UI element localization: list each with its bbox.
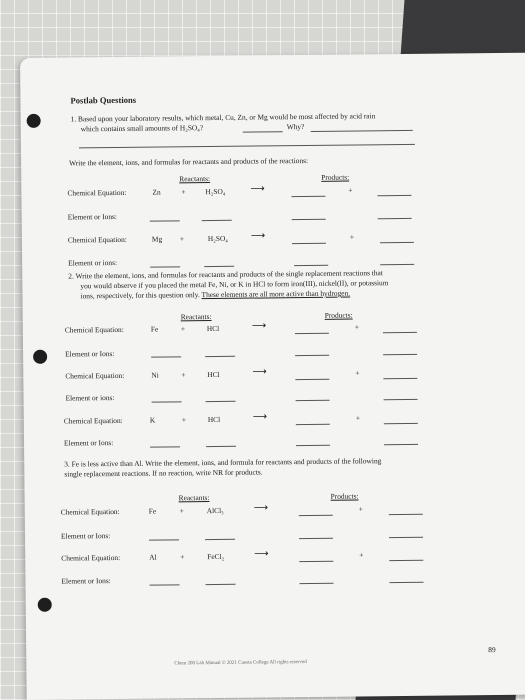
product-blank-fe3-1[interactable] — [299, 515, 333, 516]
product-blank-k-2[interactable] — [384, 423, 418, 424]
ion-blank-mg-4[interactable] — [380, 264, 414, 265]
ion-blank-fe3-4[interactable] — [389, 537, 423, 538]
ions-label-al: Element or Ions: — [61, 576, 111, 586]
reagent-fecl2: FeCl₂ — [207, 551, 225, 562]
reagent-alcl3: AlCl₃ — [206, 505, 224, 516]
q3-line2: single replacement reactions. If no reaction, write NR for products. — [64, 467, 263, 479]
binder-hole-top — [27, 114, 41, 128]
plus-prod-fe: + — [354, 322, 360, 332]
plus-al: + — [180, 552, 185, 562]
metal-fe-3: Fe — [148, 506, 157, 516]
product-blank-fe-1[interactable] — [295, 333, 329, 334]
q2-line2: you would observe if you placed the metal Fe, Ni, or K in HCl to form iron(III), nickel(II), or potassium — [80, 278, 389, 291]
metal-mg: Mg — [151, 234, 163, 244]
product-blank-fe-2[interactable] — [383, 332, 417, 333]
plus-prod-mg: + — [349, 232, 355, 242]
worksheet-page — [20, 53, 525, 700]
reactants-header-1: Reactants: — [179, 174, 211, 184]
plus-mg: + — [179, 234, 185, 244]
plus-prod-k: + — [355, 413, 361, 423]
product-blank-ni-1[interactable] — [295, 379, 329, 380]
ions-label-fe: Element or Ions: — [65, 349, 115, 359]
binder-hole-middle — [33, 350, 47, 364]
ion-blank-al-1[interactable] — [150, 584, 180, 585]
ion-blank-zn-2[interactable] — [202, 220, 232, 221]
ion-blank-mg-2[interactable] — [204, 266, 234, 267]
q1-why-blank[interactable] — [311, 130, 413, 132]
plus-prod-al: + — [359, 550, 364, 560]
plus-fe: + — [180, 324, 186, 334]
plus-k: + — [181, 415, 187, 425]
page-footer: Chem 200 Lab Manual © 2021 Cuesta College All rights reserved — [174, 660, 307, 667]
q1-why-blank-line2[interactable] — [79, 144, 415, 149]
eq-label-k: Chemical Equation: — [63, 415, 123, 426]
arrow-icon: ⟶ — [250, 230, 266, 242]
ions-label-k: Element or Ions: — [63, 438, 114, 448]
ion-blank-ni-1[interactable] — [152, 401, 182, 402]
ion-blank-fe-1[interactable] — [151, 356, 181, 357]
products-header-2: Products: — [324, 310, 353, 320]
q1-line1: 1. Based upon your laboratory results, which metal, Cu, Zn, or Mg would be most affected by acid rain — [70, 111, 376, 124]
ion-blank-zn-1[interactable] — [150, 220, 180, 221]
plus-prod-ni: + — [355, 368, 360, 378]
ion-blank-k-1[interactable] — [150, 446, 180, 447]
products-header-1: Products: — [321, 172, 350, 182]
ion-blank-mg-3[interactable] — [294, 265, 328, 266]
ions-label-mg: Element or ions: — [68, 257, 118, 268]
plus-zn: + — [181, 187, 186, 197]
arrow-icon: ⟶ — [250, 183, 265, 195]
ion-blank-fe-4[interactable] — [383, 354, 417, 355]
eq-label-zn: Chemical Equation: — [67, 187, 127, 198]
reagent-fe: HCl — [206, 323, 220, 334]
product-blank-zn-1[interactable] — [291, 196, 325, 197]
eq-label-ni: Chemical Equation: — [65, 370, 125, 381]
ion-blank-al-4[interactable] — [390, 582, 424, 583]
ions-label-zn: Element or Ions: — [67, 211, 117, 222]
ion-blank-ni-3[interactable] — [296, 400, 330, 401]
q1-why: Why? — [286, 122, 305, 132]
ion-blank-zn-4[interactable] — [378, 218, 412, 219]
metal-al: Al — [149, 552, 157, 562]
reagent-ni: HCl — [207, 369, 220, 380]
ion-blank-mg-1[interactable] — [150, 266, 180, 267]
ion-blank-al-3[interactable] — [300, 583, 334, 584]
products-header-3: Products: — [330, 491, 359, 501]
metal-fe: Fe — [150, 324, 159, 334]
q2-line1: 2. Write the element, ions, and formulas for reactants and products of the single replacement reactions that — [68, 268, 383, 281]
arrow-icon: ⟶ — [252, 366, 267, 378]
ion-blank-k-2[interactable] — [206, 446, 236, 447]
product-blank-k-1[interactable] — [296, 424, 330, 425]
arrow-icon: ⟶ — [251, 320, 267, 332]
reagent-zn: H₂SO₄ — [205, 186, 226, 197]
eq-label-fe-alcl3: Chemical Equation: — [60, 506, 120, 517]
ion-blank-fe-2[interactable] — [205, 356, 235, 357]
ion-blank-fe3-2[interactable] — [205, 539, 235, 540]
product-blank-al-2[interactable] — [389, 560, 423, 561]
arrow-icon: ⟶ — [254, 548, 269, 560]
product-blank-al-1[interactable] — [299, 561, 333, 562]
arrow-icon: ⟶ — [253, 502, 269, 514]
product-blank-fe3-2[interactable] — [389, 514, 423, 515]
reactants-header-3: Reactants: — [178, 493, 210, 503]
page-title: Postlab Questions — [70, 94, 137, 106]
ion-blank-ni-4[interactable] — [384, 399, 418, 400]
reactants-header-2: Reactants: — [180, 312, 212, 322]
eq-label-fe: Chemical Equation: — [64, 324, 124, 335]
product-blank-ni-2[interactable] — [383, 378, 417, 379]
product-blank-mg-1[interactable] — [292, 243, 326, 244]
arrow-icon: ⟶ — [252, 411, 268, 423]
intro-text: Write the element, ions, and formulas for reactants and products of the reactions: — [69, 155, 309, 168]
q1-answer-blank[interactable] — [243, 131, 283, 132]
binder-hole-bottom — [38, 598, 52, 612]
reagent-k: HCl — [207, 414, 221, 425]
reagent-mg: H₂SO₄ — [207, 233, 228, 244]
q2-line3-underlined: These elements are all more active than hydrogen. — [201, 288, 351, 300]
plus-prod-fe3: + — [358, 504, 363, 514]
metal-zn: Zn — [152, 187, 161, 197]
ion-blank-fe3-3[interactable] — [299, 538, 333, 539]
ion-blank-ni-2[interactable] — [206, 401, 236, 402]
ion-blank-fe-3[interactable] — [295, 355, 329, 356]
metal-k: K — [149, 415, 156, 425]
ions-label-fe3: Element or Ions: — [60, 531, 111, 541]
plus-fe-3: + — [179, 506, 184, 516]
q2-line3 — [80, 289, 350, 301]
ion-blank-k-4[interactable] — [384, 444, 418, 445]
ion-blank-k-3[interactable] — [296, 445, 330, 446]
metal-ni: Ni — [151, 370, 159, 380]
q1-line2: which contains small amounts of H₂SO₄? — [80, 123, 204, 134]
eq-label-mg: Chemical Equation: — [67, 234, 127, 245]
ion-blank-zn-3[interactable] — [292, 219, 326, 220]
q3-line1: 3. Fe is less active than Al. Write the element, ions, and formula for reactants and products of the following — [64, 456, 382, 469]
page-number: 89 — [488, 645, 496, 655]
q2-line3-plain: ions, respectively, for this question only. — [80, 290, 202, 301]
ion-blank-al-2[interactable] — [206, 584, 236, 585]
product-blank-mg-2[interactable] — [380, 242, 414, 243]
plus-ni: + — [181, 370, 186, 380]
plus-prod-zn: + — [348, 185, 353, 195]
eq-label-al-fecl2: Chemical Equation: — [61, 552, 121, 563]
product-blank-zn-2[interactable] — [377, 195, 411, 196]
ion-blank-fe3-1[interactable] — [149, 539, 179, 540]
ions-label-ni: Element or ions: — [65, 393, 115, 403]
